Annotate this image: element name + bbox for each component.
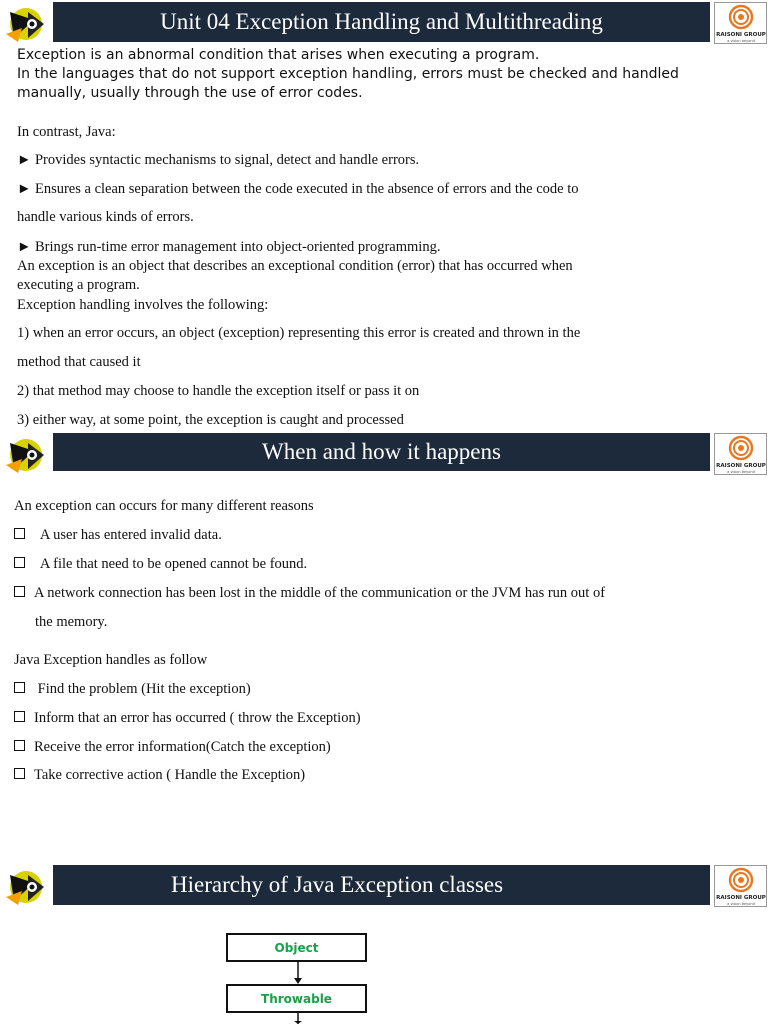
handles-lead: Java Exception handles as follow: [14, 652, 208, 668]
handle-item: Receive the error information(Catch the exception): [14, 738, 724, 757]
slide-title: When and how it happens: [53, 433, 710, 471]
contrast-heading: In contrast, Java:: [17, 124, 116, 140]
handle-item: Find the problem (Hit the exception): [14, 680, 724, 699]
bullet-1: ► Provides syntactic mechanisms to signal, detect and handle errors.: [17, 152, 420, 168]
reason-item: A network connection has been lost in the middle of the communication or the JVM has run out of: [14, 584, 724, 603]
raisoni-logo-name: RAISONI GROUP: [716, 463, 766, 469]
bullet-2a: ► Ensures a clean separation between the code executed in the absence of errors and the code to: [17, 181, 579, 197]
node-object: Object: [226, 933, 367, 962]
raisoni-logo-tagline: a vision beyond: [727, 470, 755, 474]
involves-heading: Exception handling involves the following:: [17, 297, 269, 313]
reason-item: A file that need to be opened cannot be found.: [14, 555, 724, 574]
step-2: 2) that method may choose to handle the exception itself or pass it on: [17, 383, 420, 399]
intro-line-2: In the languages that do not support exception handling, errors must be checked and handled: [17, 66, 679, 82]
reasons-lead: An exception can occurs for many different reasons: [14, 498, 314, 514]
object-line-1: An exception is an object that describes an exceptional condition (error) that has occurred when: [17, 258, 573, 274]
bullet-2b: handle various kinds of errors.: [17, 209, 194, 225]
raisoni-logo-name: RAISONI GROUP: [716, 32, 766, 38]
reason-item-cont: the memory.: [35, 614, 108, 630]
object-line-2: executing a program.: [17, 277, 140, 293]
handle-item: Inform that an error has occurred ( throw the Exception): [14, 709, 724, 728]
step-1b: method that caused it: [17, 354, 141, 370]
raisoni-logo-tagline: a vision beyond: [727, 39, 755, 43]
handle-item: Take corrective action ( Handle the Exception): [14, 766, 724, 785]
raisoni-logo-tagline: a vision beyond: [727, 902, 755, 906]
slide-title: Hierarchy of Java Exception classes: [53, 865, 710, 905]
intro-line-3: manually, usually through the use of error codes.: [17, 85, 363, 101]
raisoni-logo-name: RAISONI GROUP: [716, 895, 766, 901]
reason-item: A user has entered invalid data.: [14, 526, 724, 545]
node-throwable: Throwable: [226, 984, 367, 1013]
step-3: 3) either way, at some point, the exception is caught and processed: [17, 412, 404, 428]
step-1a: 1) when an error occurs, an object (exception) representing this error is created and thrown in the: [17, 325, 581, 341]
slide-title: Unit 04 Exception Handling and Multithreading: [53, 2, 710, 42]
intro-line-1: Exception is an abnormal condition that arises when executing a program.: [17, 47, 540, 63]
bullet-3: ► Brings run-time error management into object-oriented programming.: [17, 239, 441, 255]
